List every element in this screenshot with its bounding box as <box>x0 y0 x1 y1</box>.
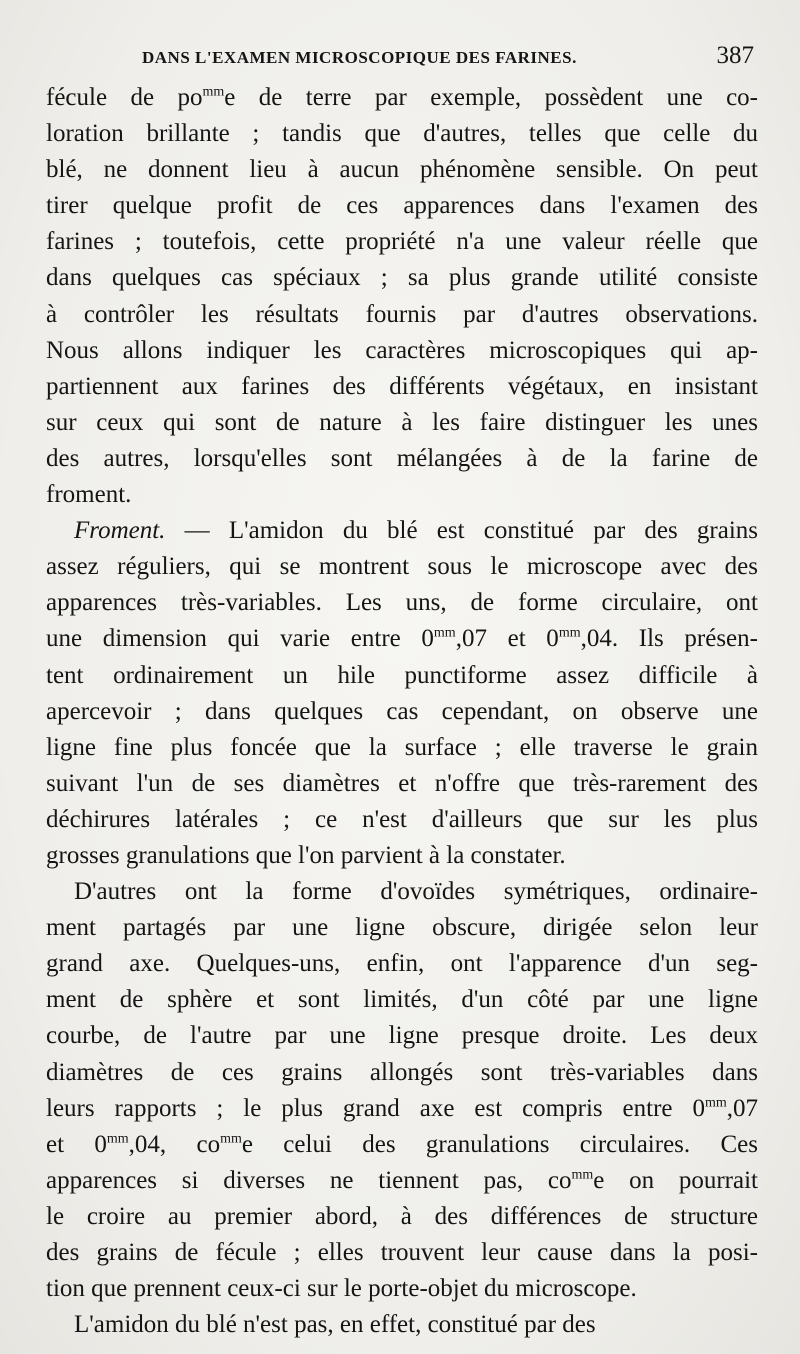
text-line: tent ordinairement un hile punctiforme assez difficile à <box>46 661 758 689</box>
text-line <box>46 513 758 549</box>
text-line: une dimension qui varie entre $0^{mm},07$ et $0^{mm},04$. Ils présen- <box>46 625 758 653</box>
text-line: Nous allons indiquer les caractères microscopiques qui ap- <box>46 336 758 364</box>
running-title: DANS L'EXAMEN MICROSCOPIQUE DES FARINES. <box>142 48 577 67</box>
text-line: farines ; toutefois, cette propriété n'a une valeur réelle que <box>46 228 758 256</box>
text-line: apercevoir ; dans quelques cas cependant, on observe une <box>46 697 758 725</box>
section-lead: Froment. <box>74 517 166 545</box>
text-line: des autres, lorsqu'elles sont mélangées à de la farine de <box>46 444 758 472</box>
text-line: et $0^{mm},04$, $co^{mm}e$ celui des granulations circulaires. Ces <box>46 1130 758 1158</box>
text-line: leurs rapports ; le plus grand axe est compris entre $0^{mm},07$ <box>46 1094 758 1122</box>
text-line: le croire au premier abord, à des différences de structure <box>46 1202 758 1230</box>
text-line: des grains de fécule ; elles trouvent leur cause dans la posi- <box>46 1239 758 1266</box>
page-number: 387 <box>716 42 754 69</box>
text-line: tirer quelque profit de ces apparences dans l'examen des <box>46 192 758 220</box>
text-line: à contrôler les résultats fournis par d'autres observations. <box>46 300 758 328</box>
text-line: blé, ne donnent lieu à aucun phénomène sensible. On peut <box>46 156 758 184</box>
text-line: suivant l'un de ses diamètres et n'offre que très-rarement des <box>46 769 758 797</box>
text-line: tion que prennent ceux-ci sur le porte-objet du microscope. <box>46 1275 637 1303</box>
text-line: partiennent aux farines des différents végétaux, en insistant <box>46 372 758 400</box>
text-line: fécule de $po^{mm}e$ de terre par exemple, possèdent une co- <box>46 84 759 111</box>
text-line: apparences très-variables. Les uns, de forme circulaire, ont <box>46 589 758 617</box>
body-text <box>46 80 758 1343</box>
text-line: diamètres de ces grains allongés sont très-variables dans <box>46 1058 758 1086</box>
line-text: — L'amidon du blé est constitué par des grains <box>165 517 758 545</box>
text-line: froment. <box>46 481 132 509</box>
text-line: grosses granulations que l'on parvient à la constater. <box>46 841 566 869</box>
text-line: grand axe. Quelques-uns, enfin, ont l'apparence d'un seg- <box>46 950 758 978</box>
text-line: sur ceux qui sont de nature à les faire distinguer les unes <box>46 408 758 436</box>
text-line: ligne fine plus foncée que la surface ; elle traverse le grain <box>46 733 758 761</box>
text-line: ment de sphère et sont limités, d'un côté par une ligne <box>46 986 758 1014</box>
text-line: courbe, de l'autre par une ligne presque droite. Les deux <box>46 1022 758 1050</box>
text-line: déchirures latérales ; ce n'est d'ailleurs que sur les plus <box>46 805 758 833</box>
text-line: L'amidon du blé n'est pas, en effet, constitué par des <box>74 1311 596 1339</box>
text-line: assez réguliers, qui se montrent sous le microscope avec des <box>46 553 758 581</box>
text-line: loration brillante ; tandis que d'autres, telles que celle du <box>46 120 758 148</box>
text-line: D'autres ont la forme d'ovoïdes symétriques, ordinaire- <box>74 878 758 906</box>
text-line: ment partagés par une ligne obscure, dirigée selon leur <box>46 914 758 942</box>
page-header <box>142 40 754 80</box>
text-line: dans quelques cas spéciaux ; sa plus grande utilité consiste <box>46 264 758 292</box>
text-line: apparences si diverses ne tiennent pas, $co^{mm}e$ on pourrait <box>46 1166 758 1194</box>
